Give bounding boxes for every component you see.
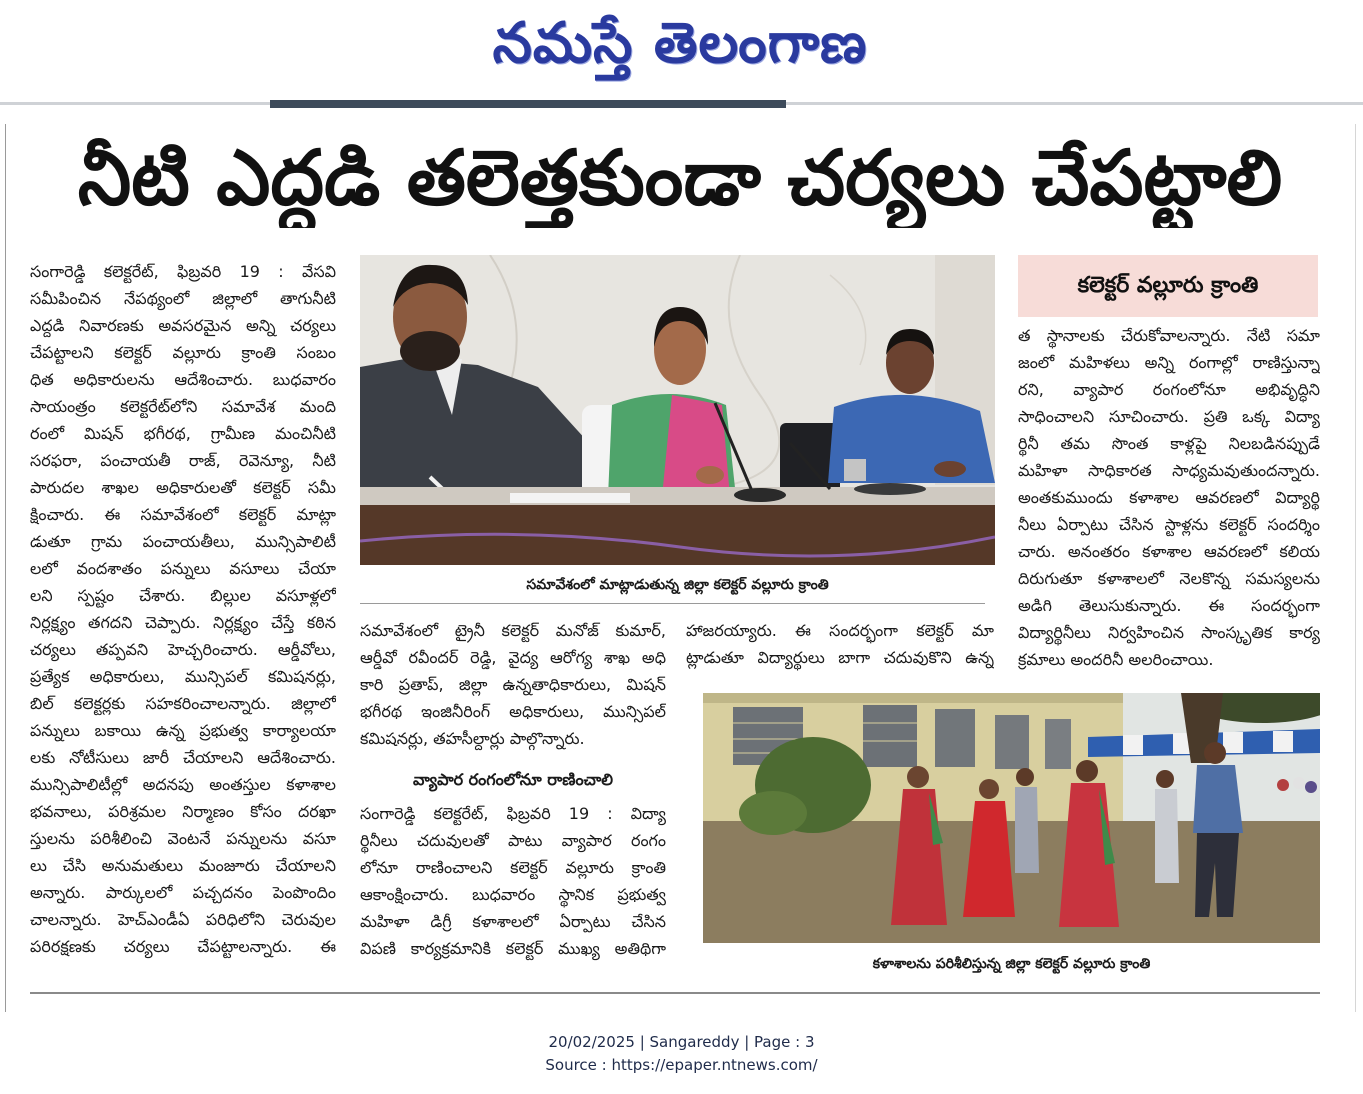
article-line: దిరుగుతూ కళాశాలలో నెలకొన్న సమస్యలను [1018,569,1320,588]
college-photo-caption: కళాశాలను పరిశీలిస్తున్న జిల్లా కలెక్టర్ వల్లూరు క్రాంతి [872,956,1151,972]
college-visit-photo-drawing [703,693,1320,943]
article-line: అంతకుముందు కళాశాల ఆవరణలో విద్యార్థి [1018,488,1320,507]
article-line: పరిరక్షణకు చర్యలు చేపట్టాలన్నారు. ఈ [30,937,336,956]
article-line: అన్నారు. పార్కులలో పచ్చదనం పెంపొందిం [30,883,336,902]
meeting-photo-drawing [360,255,995,565]
edition-info: 20/02/2025 | Sangareddy | Page : 3 [548,1033,815,1051]
article-line: సమీపించిన నేపథ్యంలో జిల్లాలో తాగునీటి [30,289,336,308]
middle-column-bottom [360,800,666,962]
article-line: హాజరయ్యారు. ఈ సందర్భంగా కలెక్టర్ మా [686,621,994,640]
meeting-photo-caption: సమావేశంలో మాట్లాడుతున్న జిల్లా కలెక్టర్ వల్లూరు క్రాంతి [526,577,829,593]
article-line: పన్నులు బకాయి ఉన్న ప్రభుత్వ కార్యాలయా [30,721,336,740]
article-line: నీలు ఏర్పాటు చేసిన స్టాళ్లను కలెక్టర్ సందర్శిం [1018,515,1320,534]
college-visit-photo [703,693,1320,943]
article-line: త స్థానాలకు చేరుకోవాలన్నారు. నేటి సమా [1018,326,1320,345]
article-line: రని, వ్యాపార రంగంలోనూ అభివృద్ధిని [1018,380,1320,399]
article-line: లు చేసి అనుమతులు మంజూరు చేయాలని [30,856,336,875]
article-line: లోనూ రాణించాలని కలెక్టర్ వల్లూరు క్రాంతి [360,858,666,877]
article-line: ఆకాంక్షించారు. బుధవారం స్థానిక ప్రభుత్వ [360,885,666,904]
article-line: మున్సిపాలిటీల్లో అదనపు అంతస్తుల కళాశాల [30,775,336,794]
source-link[interactable]: Source : https://epaper.ntnews.com/ [545,1056,818,1074]
article-line: కమిషనర్లు, తహసీల్దార్లు పాల్గొన్నారు. [360,729,585,748]
article-line: చర్యలు తప్పవని హెచ్చరించారు. ఆర్డీవోలు, [30,640,336,659]
article-line: భవనాలు, పరిశ్రమల నిర్మాణం కోసం దరఖా [30,802,336,821]
article-line: మహిళా డిగ్రీ కళాశాలలో ఏర్పాటు చేసిన [360,912,666,931]
article-line: చేపట్టాలని కలెక్టర్ వల్లూరు క్రాంతి సంబం [30,343,336,362]
left-column [30,258,336,960]
article-headline: నీటి ఎద్దడి తలెత్తకుండా చర్యలు చేపట్టాలి [77,133,1283,222]
right-column [1018,322,1320,673]
article-line: సంగారెడ్డి కలెక్టరేట్, ఫిబ్రవరి 19 : విద్యా [360,804,666,823]
article-line: అడిగి తెలుసుకున్నారు. ఈ సందర్భంగా [1018,596,1320,615]
article-line: సాయంత్రం కలెక్టరేట్‌లోని సమావేశ మంది [30,397,336,416]
article-line: విద్యార్థినీలు నిర్వహించిన సాంస్కృతిక కార్య [1018,623,1320,642]
article-line: లకు నోటీసులు జారీ చేయాలని ఆదేశించారు. [30,748,336,767]
clipping-border-left [5,124,6,1012]
article-line: నిర్లక్ష్యం తగదని చెప్పారు. నిర్లక్ష్యం చేస్తే కఠిన [30,613,336,632]
article-line: స్తులను పరిశీలించి వెంటనే పన్నులను వసూ [30,829,336,848]
article-line: సమావేశంలో ట్రైనీ కలెక్టర్ మనోజ్ కుమార్, [360,621,666,640]
article-line: విపణి కార్యక్రమానికి కలెక్టర్ ముఖ్య అతిథిగా [360,939,666,958]
article-line: ఆర్డీవో రవీందర్ రెడ్డి, వైద్య ఆరోగ్య శాఖ అధి [360,648,666,667]
article-line: చాలన్నారు. హెచ్ఎండీఏ పరిధిలోని చెరువుల [30,910,336,929]
conference-table [360,487,995,565]
third-column-top [686,617,994,671]
article-line: మహిళా సాధికారత సాధ్యమవుతుందన్నారు. [1018,461,1320,480]
article-line: సంగారెడ్డి కలెక్టరేట్, ఫిబ్రవరి 19 : వేసవి [30,262,336,281]
article-line: ప్రత్యేక అధికారులు, మున్సిపల్ కమిషనర్లు, [30,667,336,686]
sub-article-heading: వ్యాపార రంగంలోనూ రాణించాలి [413,770,613,789]
masthead-logo: నమస్తే తెలంగాణ [492,11,868,76]
meeting-photo [360,255,995,565]
article-line: భగీరథ ఇంజినీరింగ్ అధికారులు, మున్సిపల్ [360,702,666,721]
middle-column-top [360,617,666,752]
article-line: ర్థినీ తమ సొంత కాళ్లపై నిలబడినప్పుడే [1018,434,1320,453]
article-line: బిల్ కలెక్టర్లకు సహకరించాలన్నారు. జిల్లాలో [30,694,336,713]
masthead-accent-bar [270,100,786,108]
article-line: ర్థినీలు చదువులతో పాటు వ్యాపార రంగం [360,831,666,850]
article-line: సరఫరా, పంచాయతీ రాజ్, రెవెన్యూ, నీటి [30,451,336,470]
article-line: లని స్పష్టం చేశారు. బిల్లుల వసూళ్లలో [30,586,336,605]
collector-name-box: కలెక్టర్ వల్లూరు క్రాంతి [1018,255,1318,317]
article-line: క్షించారు. ఈ సమావేశంలో కలెక్టర్ మాట్లా [30,505,336,524]
article-line: రంలో మిషన్ భగీరథ, గ్రామీణ మంచినీటి [30,424,336,443]
article-line: లలో వందశాతం పన్నులు వసూలు చేయా [30,559,336,578]
article-line: డుతూ గ్రామ పంచాయతీలు, మున్సిపాలిటీ [30,532,336,551]
article-line: జంలో మహిళలు అన్ని రంగాల్లో రాణిస్తున్నా [1018,353,1320,372]
article-line: ట్లాడుతూ విద్యార్థులు బాగా చదువుకొని ఉన్న [686,648,994,667]
article-line: కారి ప్రతాప్, జిల్లా ఉన్నతాధికారులు, మిషన్ [360,675,666,694]
clipping-border-right [1355,124,1356,1012]
article-line: సాధించాలని సూచించారు. ప్రతి ఒక్క విద్యా [1018,407,1320,426]
article-line: ఎద్దడి నివారణకు అవసరమైన అన్ని చర్యలు [30,316,336,335]
article-line: పారుదల శాఖల అధికారులతో కలెక్టర్ సమీ [30,478,336,497]
article-line: చారు. అనంతరం కళాశాల ఆవరణలో కలియ [1018,542,1320,561]
article-line: క్రమాలు అందరినీ అలరించాయి. [1018,650,1214,669]
article-line: ధిత అధికారులను ఆదేశించారు. బుధవారం [30,370,336,389]
clipping-bottom-rule [30,992,1320,994]
caption-divider [360,603,985,604]
